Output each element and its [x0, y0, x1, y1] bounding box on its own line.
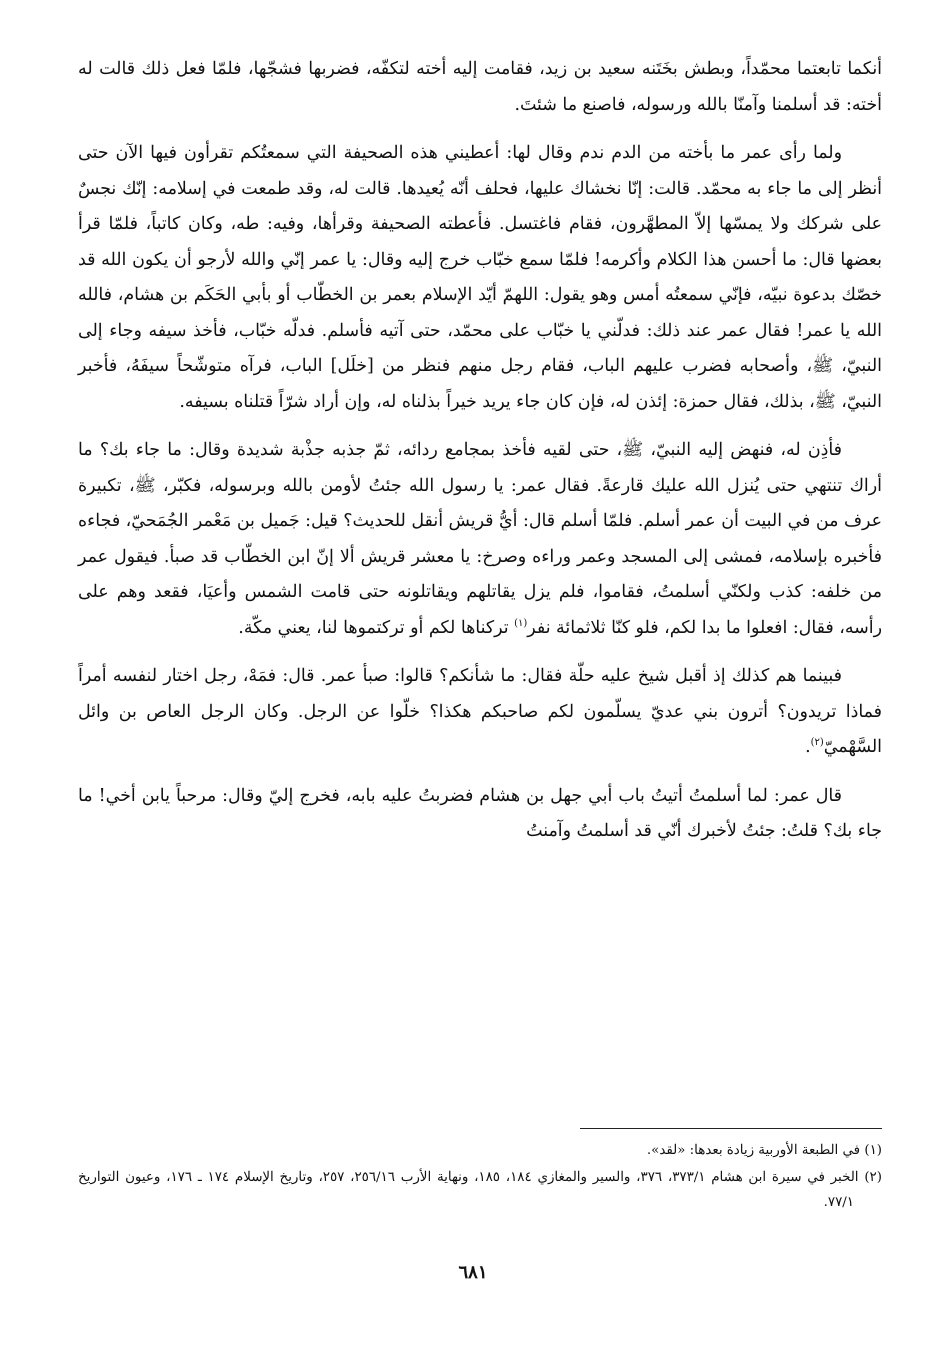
paragraph-4 [78, 659, 882, 766]
paragraph-2 [78, 136, 882, 420]
paragraph-2-text: ولما رأى عمر ما بأخته من الدم ندم وقال لها: أعطيني هذه الصحيفة التي سمعتُكم تقرأون فيها الآن حتى أنظر إلى ما جاء به محمّد. قالت: إنّا نخشاك عليها، فحلف أنّه يُعيدها. قالت له، وقد طمعت في إسلامه: إنّك نجسٌ على شركك ولا يمسّها إلاّ المطهَّرون، فقام فاغتسل. فأعطته الصحيفة وقرأها، وفيه: طه، وكان كاتباً، فلمّا قرأ بعضها قال: ما أحسن هذا الكلام وأكرمه! فلمّا سمع خبّاب خرج إليه وقال: يا عمر إنّي والله لأرجو أن يكون الله قد خصّك بدعوة نبيّه، فإنّي سمعتُه أمس وهو يقول: اللهمّ أيّد الإسلام بعمر بن الخطّاب أو بأبي الحَكَم بن هشام، فالله الله يا عمر! فقال عمر عند ذلك: فدلّني يا خبّاب على محمّد، حتى آتيه فأسلم. فدلّه خبّاب، فأخذ سيفه وجاء إلى النبيّ، ﷺ، وأصحابه فضرب عليهم الباب، فقام رجل منهم فنظر من [خلَل] الباب، فرآه متوشّحاً سيفَهُ، فأخبر النبيّ، ﷺ، بذلك، فقال حمزة: إئذن له، فإن كان جاء يريد خيراً بذلناه له، وإن أراد شرّاً قتلناه بسيفه. [78, 143, 882, 412]
body-text [78, 52, 882, 863]
footnote-divider [580, 1128, 882, 1129]
paragraph-1-text: أنكما تابعتما محمّداً، وبطش بخَتَنه سعيد بن زيد، فقامت إليه أخته لتكفّه، فضربها فشجّها، فلمّا فعل ذلك قالت له أخته: قد أسلمنا وآمنّا بالله ورسوله، فاصنع ما شئتَ. [78, 59, 882, 115]
footnotes [78, 1138, 882, 1217]
footnote-1: (١) في الطبعة الأوربية زيادة بعدها: «لقد». [646, 1143, 882, 1158]
footnote-2: (٢) الخبر في سيرة ابن هشام ٣٧٣/١، ٣٧٦، والسير والمغازي ١٨٤، ١٨٥، ونهاية الأرب ٢٥٦/١٦، ٢٥٧، وتاريخ الإسلام ١٧٤ ـ ١٧٦، وعيون التواريخ ٧٧/١. [78, 1170, 882, 1210]
footnote-ref-1: (١) [514, 617, 528, 629]
paragraph-5-text: قال عمر: لما أسلمتُ أتيتُ باب أبي جهل بن هشام فضربتُ عليه بابه، فخرج إليّ وقال: مرحباً يابن أخي! ما جاء بك؟ قلتُ: جئتُ لأخبرك أنّي قد أسلمتُ وآمنتُ [78, 785, 882, 841]
paragraph-3 [78, 433, 882, 646]
paragraph-5 [78, 779, 882, 850]
footnote-ref-2: (٢) [810, 737, 824, 749]
paragraph-3-tail: تركناها لكم أو تركتموها لنا، يعني مكّة. [238, 617, 515, 638]
paragraph-1 [78, 52, 882, 123]
paragraph-4-text: فبينما هم كذلك إذ أقبل شيخ عليه حلّة فقال: ما شأنكم؟ قالوا: صبأ عمر. قال: فمَهْ، رجل اختار لنفسه أمراً فماذا تريدون؟ أترون بني عديّ يسلّمون لكم صاحبكم هكذا؟ خلّوا عن الرجل. وكان الرجل العاص بن وائل السَّهْميّ [78, 666, 882, 757]
paragraph-3-text: فأذِن له، فنهض إليه النبيّ، ﷺ، حتى لقيه فأخذ بمجامع ردائه، ثمّ جذبه جذْبة شديدة وقال: ما جاء بك؟ ما أراك تنتهي حتى يُنزل الله عليك قارعةً. فقال عمر: يا رسول الله جئتُ لأومن بالله وبرسوله، فكبّر، ﷺ، تكبيرة عرف من في البيت أن عمر أسلم. فلمّا أسلم قال: أيُّ قريش أنقل للحديث؟ قيل: جَميل بن مَعْمر الجُمَحيّ، فجاءه فأخبره بإسلامه، فمشى إلى المسجد وعمر وراءه وصرخ: يا معشر قريش ألا إنّ ابن الخطّاب قد صبأ. فيقول عمر من خلفه: كذب ولكنّي أسلمتُ، فقاموا، فلم يزل يقاتلهم ويقاتلونه حتى قامت الشمس وأعيَا، فقعد وهم على رأسه، فقال: افعلوا ما بدا لكم، فلو كنّا ثلاثمائة نفر [78, 440, 882, 638]
paragraph-4-tail: . [805, 737, 811, 757]
page-number: ٦٨١ [458, 1262, 488, 1283]
